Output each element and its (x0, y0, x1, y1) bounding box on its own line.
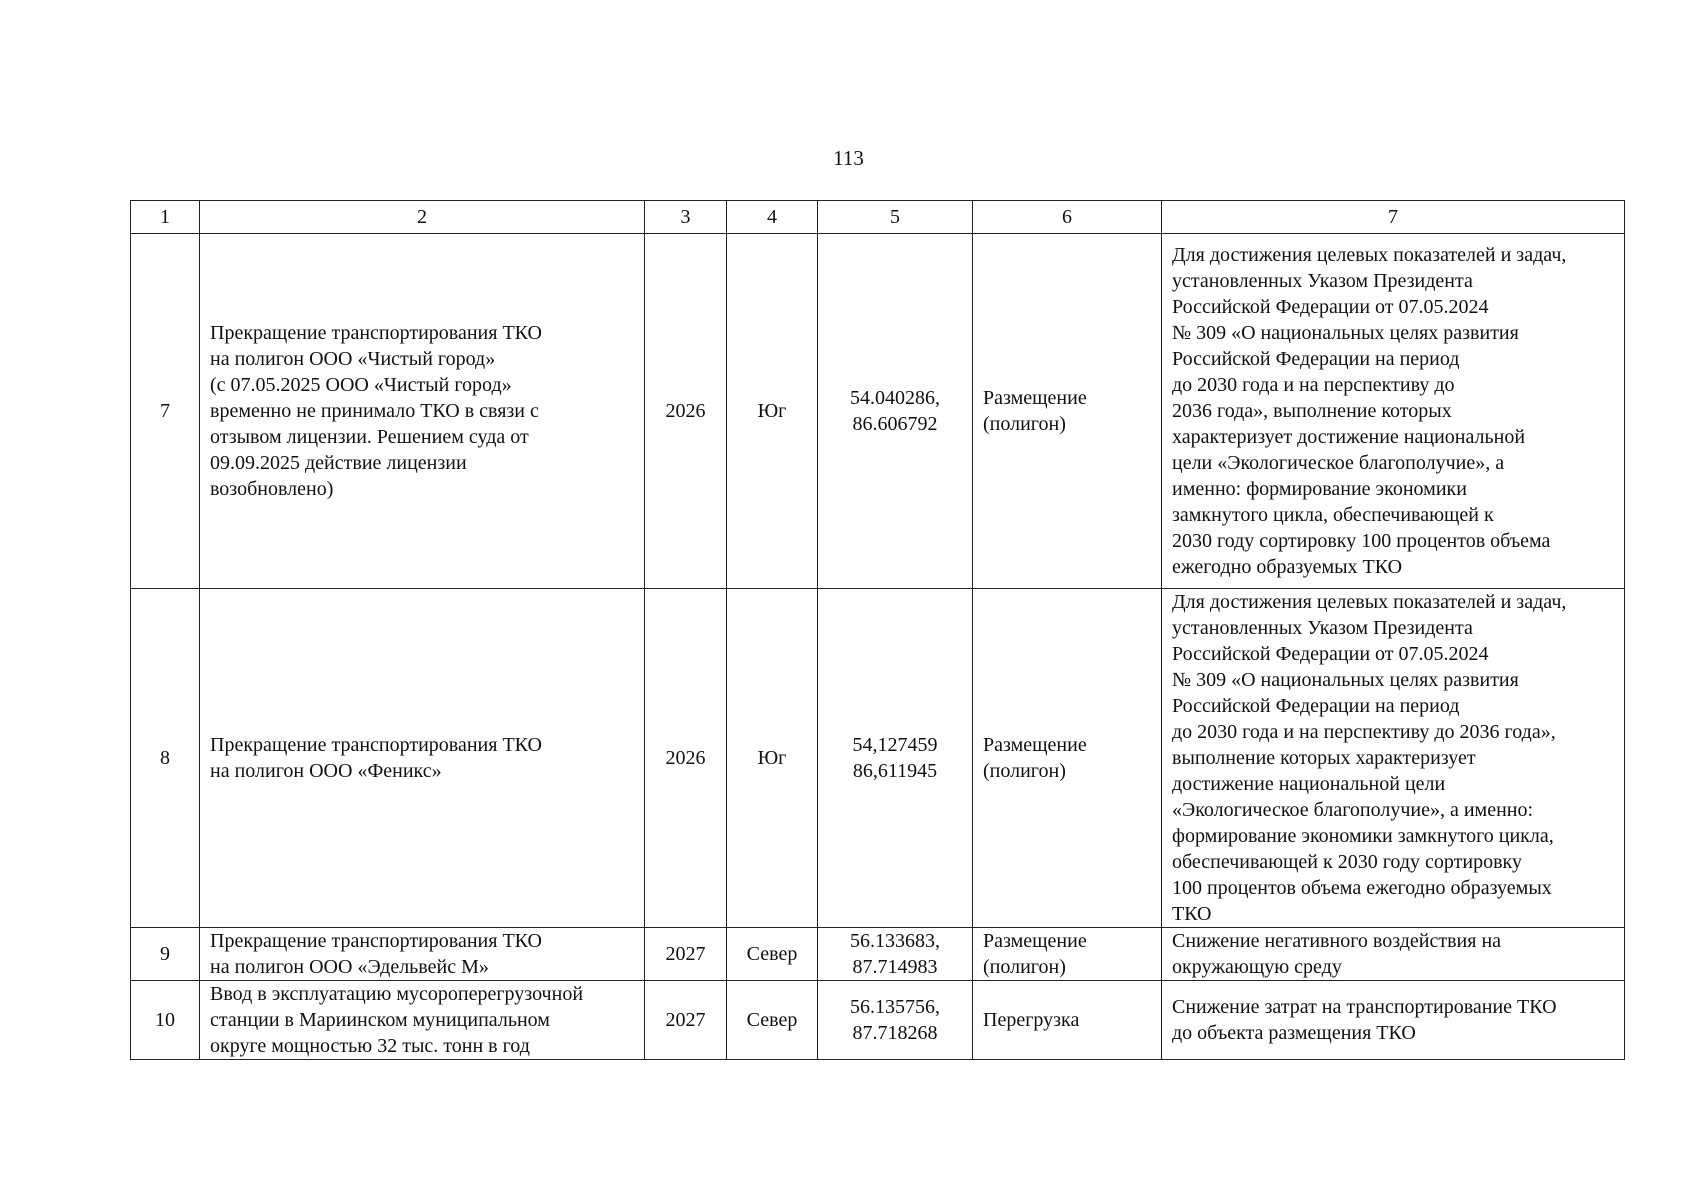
object-type: Размещение (полигон) (973, 589, 1162, 928)
measure-zone: Север (727, 981, 818, 1060)
measure-coordinates: 54,127459 86,611945 (818, 589, 973, 928)
measure-zone: Север (727, 928, 818, 981)
header-cell: 1 (131, 201, 200, 234)
measure-description: Прекращение транспортирования ТКО на полигон ООО «Феникс» (200, 589, 645, 928)
measure-coordinates: 56.133683, 87.714983 (818, 928, 973, 981)
header-cell: 2 (200, 201, 645, 234)
measure-goal: Для достижения целевых показателей и задач, установленных Указом Президента Российской Федерации от 07.05.2024 № 309 «О национальных целях развития Российской Федерации на период до 2030 года и на перспективу до 2036 года», выполнение которых характеризует достижение национальной цели «Экологическое благополучие», а именно: формирование экономики замкнутого цикла, обеспечивающей к 2030 году сортировку 100 процентов объема ежегодно образуемых ТКО (1162, 234, 1625, 589)
measure-description: Прекращение транспортирования ТКО на полигон ООО «Чистый город» (с 07.05.2025 ООО «Чистый город» временно не принимало ТКО в связи с отзывом лицензии. Решением суда от 09.09.2025 действие лицензии возобновлено) (200, 234, 645, 589)
table-row (131, 928, 1625, 981)
row-number: 10 (131, 981, 200, 1060)
header-cell: 6 (973, 201, 1162, 234)
measure-year: 2026 (645, 234, 727, 589)
measures-table (130, 200, 1625, 1060)
table-row (131, 981, 1625, 1060)
measure-coordinates: 54.040286, 86.606792 (818, 234, 973, 589)
measure-zone: Юг (727, 234, 818, 589)
measure-zone: Юг (727, 589, 818, 928)
object-type: Размещение (полигон) (973, 928, 1162, 981)
measure-year: 2027 (645, 928, 727, 981)
measure-year: 2026 (645, 589, 727, 928)
measure-coordinates: 56.135756, 87.718268 (818, 981, 973, 1060)
row-number: 9 (131, 928, 200, 981)
object-type: Размещение (полигон) (973, 234, 1162, 589)
measure-goal: Для достижения целевых показателей и задач, установленных Указом Президента Российской Федерации от 07.05.2024 № 309 «О национальных целях развития Российской Федерации на период до 2030 года и на перспективу до 2036 года», выполнение которых характеризует достижение национальной цели «Экологическое благополучие», а именно: формирование экономики замкнутого цикла, обеспечивающей к 2030 году сортировку 100 процентов объема ежегодно образуемых ТКО (1162, 589, 1625, 928)
measure-description: Прекращение транспортирования ТКО на полигон ООО «Эдельвейс М» (200, 928, 645, 981)
measure-description: Ввод в эксплуатацию мусороперегрузочной станции в Мариинском муниципальном округе мощностью 32 тыс. тонн в год (200, 981, 645, 1060)
header-cell: 4 (727, 201, 818, 234)
header-cell: 5 (818, 201, 973, 234)
page-number: 113 (833, 146, 864, 170)
row-number: 8 (131, 589, 200, 928)
measure-goal: Снижение негативного воздействия на окружающую среду (1162, 928, 1625, 981)
measure-goal: Снижение затрат на транспортирование ТКО до объекта размещения ТКО (1162, 981, 1625, 1060)
table-row (131, 234, 1625, 589)
table-row (131, 589, 1625, 928)
header-cell: 3 (645, 201, 727, 234)
object-type: Перегрузка (973, 981, 1162, 1060)
measure-year: 2027 (645, 981, 727, 1060)
table-header-row (131, 201, 1625, 234)
row-number: 7 (131, 234, 200, 589)
header-cell: 7 (1162, 201, 1625, 234)
